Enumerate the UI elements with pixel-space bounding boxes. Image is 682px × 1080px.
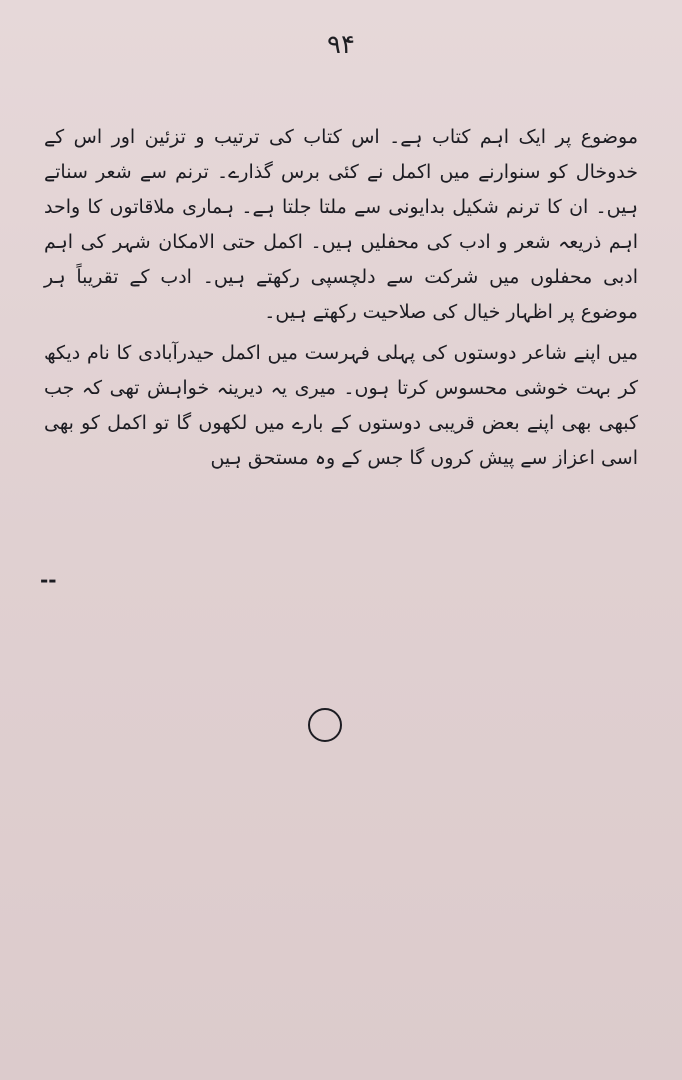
page-number: ۹۴ [327,30,355,60]
paragraph-1: موضوع پر ایک اہم کتاب ہے۔ اس کتاب کی ترتیب و تزئین اور اس کے خدوخال کو سنوارنے میں اکمل نے کئی برس گذارے۔ ترنم سے شعر سناتے ہیں۔ ان کا ترنم شکیل بدایونی سے ملتا جلتا ہے۔ ہماری ملاقاتوں کا واحد اہم ذریعہ شعر و ادب کی محفلیں ہیں۔ اکمل حتی الامکان شہر کی اہم ادبی محفلوں میں شرکت سے دلچسپی رکھتے ہیں۔ ادب کے تقریباً ہر موضوع پر اظہار خیال کی صلاحیت رکھتے ہیں۔ [44,126,638,323]
paragraph-2: میں اپنے شاعر دوستوں کی پہلی فہرست میں اکمل حیدرآبادی کا نام دیکھ کر بہت خوشی محسوس کرتا ہوں۔ میری یہ دیرینہ خواہش تھی کہ جب کبھی بھی اپنے بعض قریبی دوستوں کے بارے میں لکھوں گا تو اکمل کو بھی اسی اعزاز سے پیش کروں گا جس کے وہ مستحق ہیں [44,342,638,469]
body-text [44,120,638,476]
end-circle-ornament [308,708,342,742]
closing-mark: -- [40,568,57,592]
